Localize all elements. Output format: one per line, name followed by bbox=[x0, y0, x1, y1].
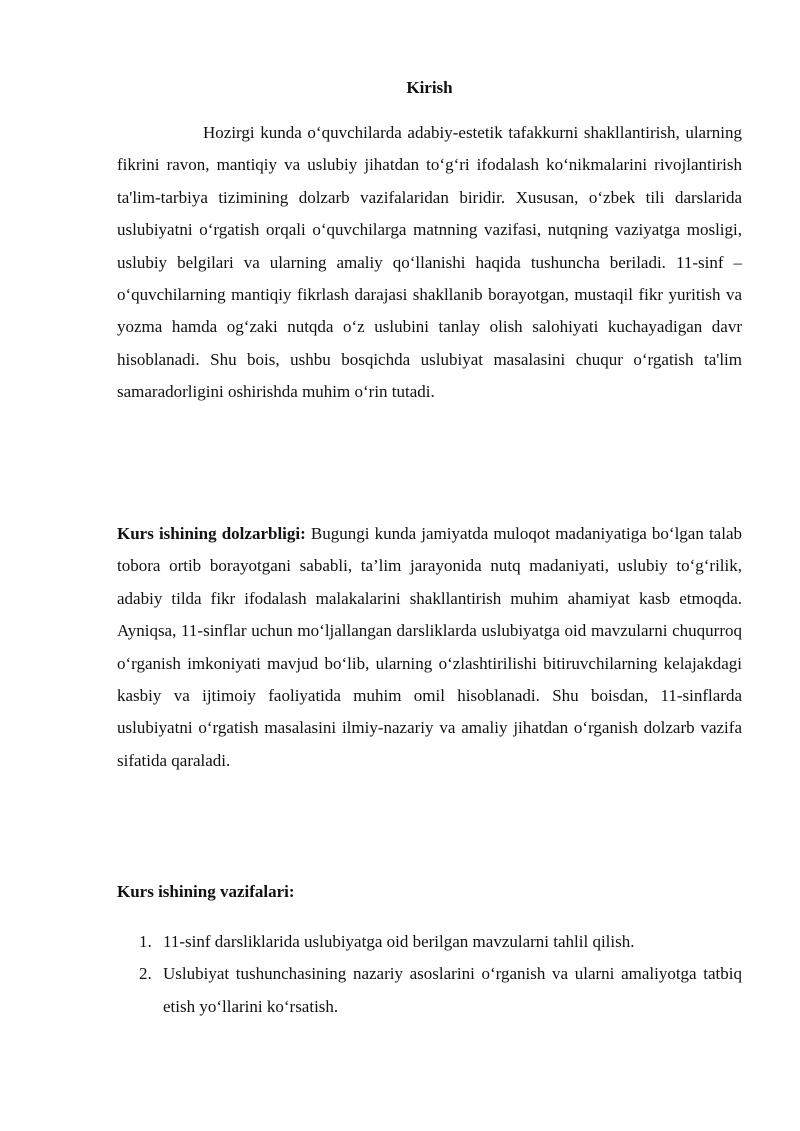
list-item-text: 11-sinf darsliklarida uslubiyatga oid berilgan mavzularni tahlil qilish. bbox=[163, 932, 635, 951]
list-item bbox=[117, 926, 742, 958]
list-item-text: Uslubiyat tushunchasining nazariy asoslarini o‘rganish va ularni amaliyotga tatbiq etish yo‘llarini ko‘rsatish. bbox=[163, 964, 742, 1016]
list-item-number: 2. bbox=[139, 964, 152, 984]
tasks-list bbox=[117, 926, 742, 1023]
list-item-number: 1. bbox=[139, 932, 152, 951]
list-item bbox=[117, 958, 742, 1023]
relevance-text: Bugungi kunda jamiyatda muloqot madaniyatiga bo‘lgan talab tobora ortib borayotgani sababli, ta’lim jarayonida nutq madaniyati, uslubiy to‘g‘rilik, adabiy tilda fikr ifodalash malakalarini shakllantirish muhim ahamiyat kasb etmoqda. Ayniqsa, 11-sinflar uchun mo‘ljallangan darsliklarda uslubiyatga oid mavzularni chuqurroq o‘rganish imkoniyati mavjud bo‘lib, ularning o‘zlashtirilishi bitiruvchilarning kelajakdagi kasbiy va ijtimoiy faoliyatida muhim omil hisoblanadi. Shu boisdan, 11-sinflarda uslubiyatni o‘rgatish masalasini ilmiy-nazariy va amaliy jihatdan o‘rganish dolzarb vazifa sifatida qaraladi. bbox=[117, 524, 742, 770]
relevance-label: Kurs ishining dolzarbligi: bbox=[117, 524, 306, 543]
relevance-paragraph bbox=[117, 518, 742, 777]
introduction-paragraph: Hozirgi kunda o‘quvchilarda adabiy-estetik tafakkurni shakllantirish, ularning fikrini ravon, mantiqiy va uslubiy jihatdan to‘g‘ri ifodalash ko‘nikmalarini rivojlantirish ta'lim-tarbiya tizimining dolzarb vazifalaridan biridir. Xususan, o‘zbek tili darslarida uslubiyatni o‘rgatish orqali o‘quvchilarga matnning vazifasi, nutqning vaziyatga mosligi, uslubiy belgilari va ularning amaliy qo‘llanishi haqida tushuncha beriladi. 11-sinf – o‘quvchilarning mantiqiy fikrlash darajasi shakllanib borayotgan, mustaqil fikr yuritish va yozma hamda og‘zaki nutqda o‘z uslubini tanlay olish salohiyati kuchayadigan davr hisoblanadi. Shu bois, ushbu bosqichda uslubiyat masalasini chuqur o‘rgatish ta'lim samaradorligini oshirishda muhim o‘rin tutadi. bbox=[117, 123, 742, 402]
page-title: Kirish bbox=[406, 78, 453, 97]
tasks-heading: Kurs ishining vazifalari: bbox=[117, 882, 295, 901]
